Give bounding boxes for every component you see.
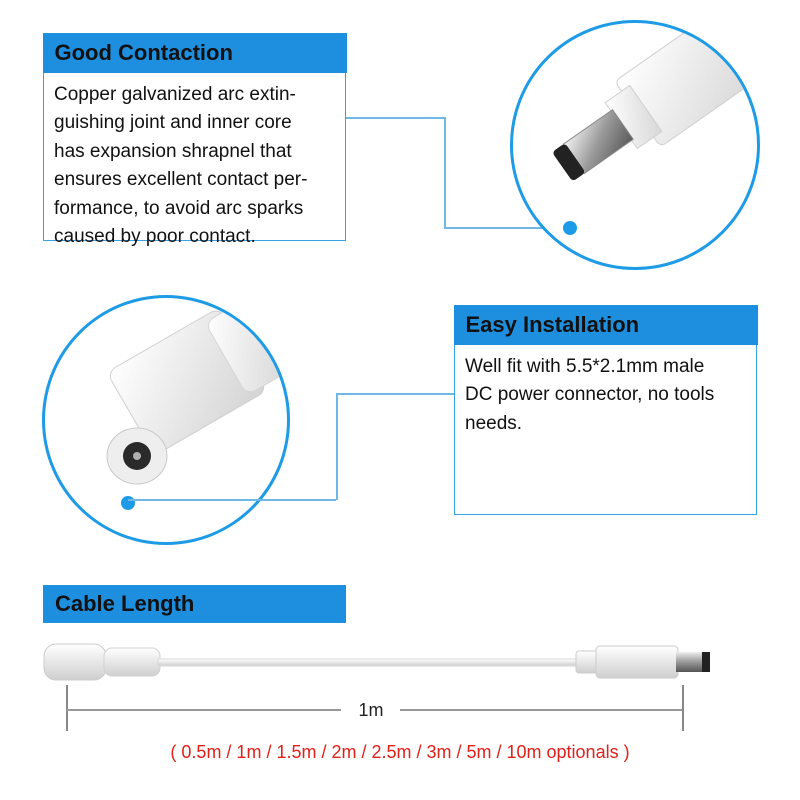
cable-length-title: Cable Length (43, 585, 346, 623)
male-plug-closeup-image (510, 20, 760, 270)
good-contaction-box (43, 33, 346, 247)
connector-line (336, 393, 338, 500)
text-line: formance, to avoid arc sparks (54, 197, 304, 219)
cable-illustration (30, 630, 770, 690)
text-line: guishing joint and inner core (54, 112, 292, 133)
female-socket-closeup-image (42, 295, 290, 545)
connector-line (336, 393, 454, 395)
connector-line (346, 117, 444, 119)
text-line: needs. (465, 412, 523, 434)
connector-line (444, 117, 446, 227)
text-line: has expansion shrapnel that (54, 140, 292, 162)
text-line: ensures excellent contact per- (54, 169, 308, 190)
text-line: DC power connector, no tools (465, 384, 715, 405)
connector-line (128, 499, 336, 501)
callout-dot (563, 221, 577, 235)
male-plug-illustration (513, 23, 760, 270)
text-line: Copper galvanized arc extin- (54, 83, 296, 105)
text-line: Well fit with 5.5*2.1mm male (465, 355, 705, 377)
easy-installation-title: Easy Installation (454, 305, 758, 345)
dimension-line-right (400, 709, 682, 711)
dimension-tick-left (66, 685, 68, 731)
text-line: caused by poor contact. (54, 226, 256, 247)
dimension-line-left (66, 709, 341, 711)
good-contaction-text (44, 73, 345, 252)
dimension-tick-right (682, 685, 684, 731)
easy-installation-box (454, 305, 757, 515)
good-contaction-title: Good Contaction (43, 33, 347, 73)
cable-length-label: 1m (358, 700, 384, 720)
length-optionals-text: ( 0.5m / 1m / 1.5m / 2m / 2.5m / 3m / 5m / 10m optionals ) (170, 742, 630, 762)
female-socket-illustration (45, 298, 290, 545)
easy-installation-text (455, 345, 756, 439)
